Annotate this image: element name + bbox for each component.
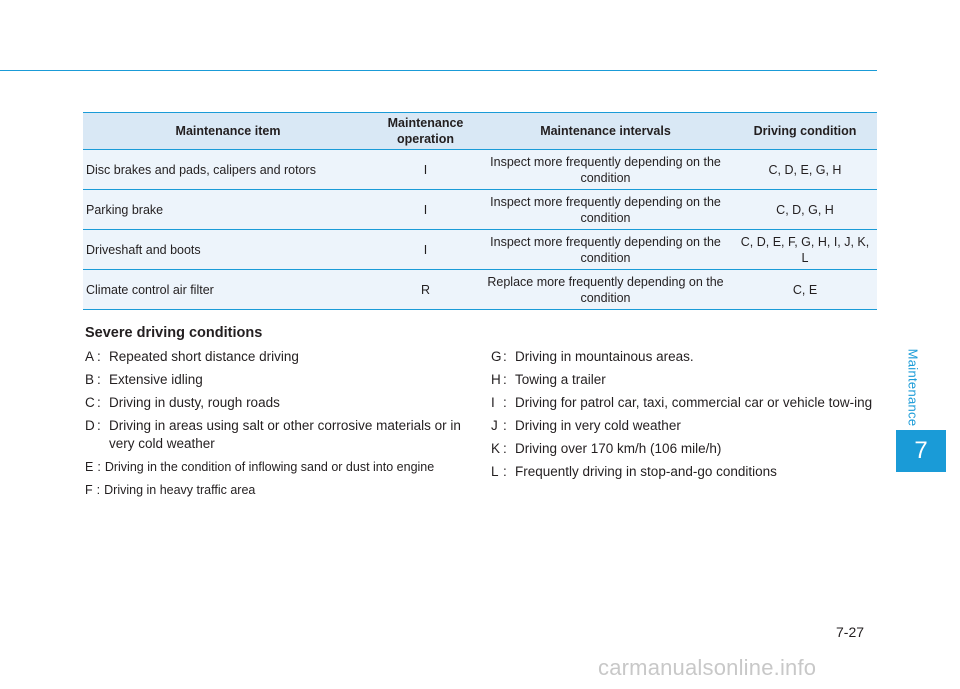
condition-text: Driving in areas using salt or other corrosive materials or in very cold weather: [109, 418, 461, 451]
condition-text: Driving in heavy traffic area: [104, 483, 256, 497]
condition-item: C : Driving in dusty, rough roads: [85, 394, 470, 412]
section-side-label: [898, 342, 928, 432]
condition-text: Frequently driving in stop-and-go conditions: [515, 464, 777, 479]
header-driving-condition: Driving condition: [733, 113, 877, 150]
section-side-label-text: Maintenance: [905, 348, 921, 426]
condition-text: Driving in the condition of inflowing sand or dust into engine: [104, 460, 435, 474]
condition-letter: K: [491, 441, 501, 456]
header-maintenance-intervals: Maintenance intervals: [478, 113, 733, 150]
cell-condition: C, D, E, F, G, H, I, J, K, L: [733, 230, 877, 270]
chapter-tab: 7: [896, 430, 946, 472]
condition-letter: F: [85, 483, 93, 497]
condition-letter: H: [491, 372, 501, 387]
header-maintenance-item: Maintenance item: [83, 113, 373, 150]
conditions-list-right: [491, 348, 881, 486]
watermark: carmanualsonline.info: [598, 655, 817, 680]
condition-text: Towing a trailer: [515, 372, 606, 387]
cell-operation: I: [373, 150, 478, 190]
condition-text: Driving in dusty, rough roads: [109, 395, 280, 410]
condition-item: K : Driving over 170 km/h (106 mile/h): [491, 440, 881, 458]
condition-text: Driving for patrol car, taxi, commercial car or vehicle tow-ing: [515, 395, 873, 410]
condition-letter: A: [85, 349, 95, 364]
cell-interval: Inspect more frequently depending on the condition: [478, 150, 733, 190]
condition-item: D : Driving in areas using salt or other corrosive materials or in very cold weather: [85, 417, 470, 453]
condition-letter: J: [491, 418, 498, 433]
cell-item: Climate control air filter: [83, 270, 373, 310]
table-row: [83, 150, 877, 190]
condition-text: Driving in mountainous areas.: [515, 349, 694, 364]
cell-operation: I: [373, 190, 478, 230]
condition-letter: C: [85, 395, 95, 410]
condition-text: Driving over 170 km/h (106 mile/h): [515, 441, 722, 456]
cell-interval: Replace more frequently depending on the condition: [478, 270, 733, 310]
table-header-row: [83, 113, 877, 150]
condition-item: A : Repeated short distance driving: [85, 348, 470, 366]
maintenance-table: [83, 112, 877, 310]
condition-item: H : Towing a trailer: [491, 371, 881, 389]
cell-item: Disc brakes and pads, calipers and rotors: [83, 150, 373, 190]
conditions-list-left: [85, 348, 470, 504]
cell-item: Driveshaft and boots: [83, 230, 373, 270]
cell-condition: C, D, E, G, H: [733, 150, 877, 190]
header-maintenance-operation: Maintenance operation: [373, 113, 478, 150]
condition-text: Repeated short distance driving: [109, 349, 299, 364]
page-number: 7-27: [836, 624, 865, 640]
cell-operation: R: [373, 270, 478, 310]
condition-letter: B: [85, 372, 95, 387]
condition-item: F : Driving in heavy traffic area: [85, 481, 470, 499]
condition-letter: E: [85, 460, 94, 474]
cell-interval: Inspect more frequently depending on the condition: [478, 190, 733, 230]
condition-item: E : Driving in the condition of inflowing sand or dust into engine: [85, 458, 470, 476]
condition-item: J : Driving in very cold weather: [491, 417, 881, 435]
cell-operation: I: [373, 230, 478, 270]
cell-item: Parking brake: [83, 190, 373, 230]
header-rule: [0, 70, 877, 71]
condition-text: Extensive idling: [109, 372, 203, 387]
condition-letter: D: [85, 418, 95, 433]
cell-interval: Inspect more frequently depending on the condition: [478, 230, 733, 270]
condition-letter: L: [491, 464, 499, 479]
table-row: [83, 270, 877, 310]
condition-item: I : Driving for patrol car, taxi, commercial car or vehicle tow-ing: [491, 394, 881, 412]
table-row: [83, 190, 877, 230]
condition-item: B : Extensive idling: [85, 371, 470, 389]
condition-item: G : Driving in mountainous areas.: [491, 348, 881, 366]
condition-letter: G: [491, 349, 502, 364]
severe-conditions-title: Severe driving conditions: [85, 325, 263, 341]
condition-letter: I: [491, 395, 495, 410]
table-row: [83, 230, 877, 270]
condition-text: Driving in very cold weather: [515, 418, 681, 433]
cell-condition: C, E: [733, 270, 877, 310]
condition-item: L : Frequently driving in stop-and-go conditions: [491, 463, 881, 481]
cell-condition: C, D, G, H: [733, 190, 877, 230]
